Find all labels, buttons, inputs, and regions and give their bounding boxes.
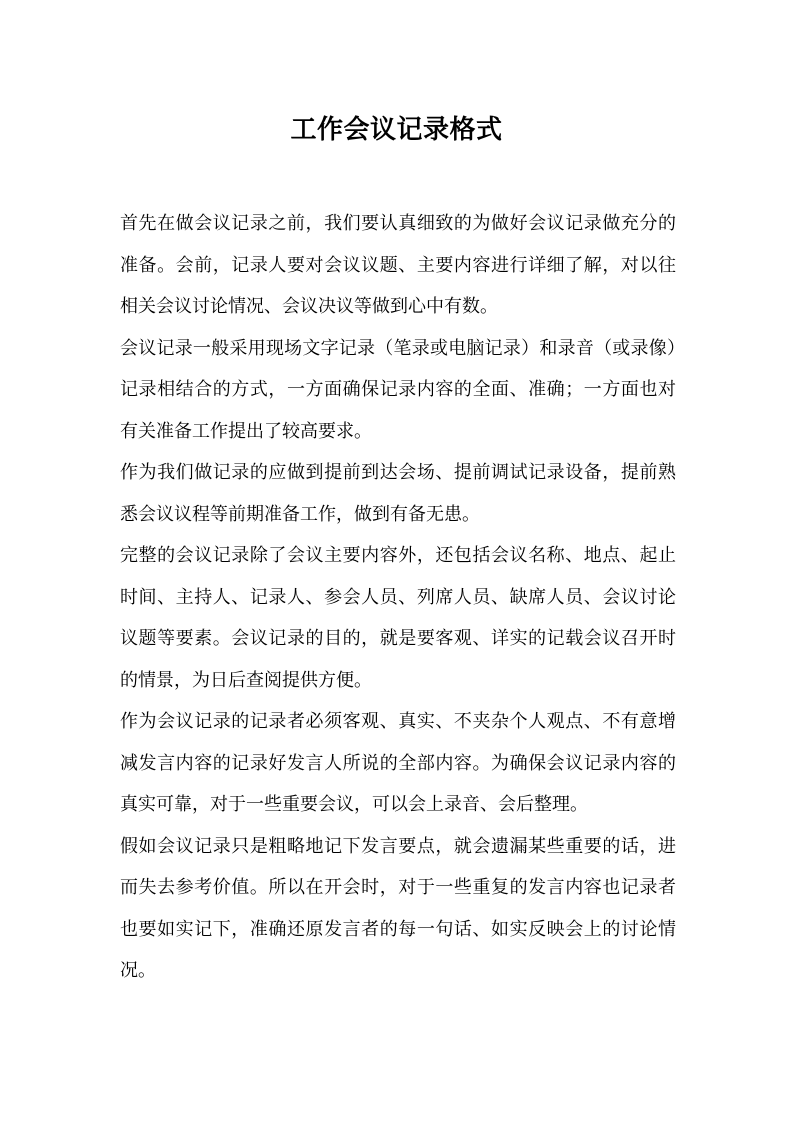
paragraph: 完整的会议记录除了会议主要内容外，还包括会议名称、地点、起止时间、主持人、记录人、参会人员、列席人员、缺席人员、会议讨论议题等要素。会议记录的目的，就是要客观、详实的记载会议召开时的情景，为日后查阅提供方便。: [120, 545, 676, 691]
document-title: 工作会议记录格式: [290, 115, 503, 145]
paragraph: 作为我们做记录的应做到提前到达会场、提前调试记录设备，提前熟悉会议议程等前期准备工作，做到有备无患。: [120, 462, 676, 525]
paragraph: 作为会议记录的记录者必须客观、真实、不夹杂个人观点、不有意增减发言内容的记录好发言人所说的全部内容。为确保会议记录内容的真实可靠，对于一些重要会议，可以会上录音、会后整理。: [120, 711, 676, 815]
paragraph: 假如会议记录只是粗略地记下发言要点，就会遗漏某些重要的话，进而失去参考价值。所以在开会时，对于一些重复的发言内容也记录者也要如实记下，准确还原发言者的每一句话、如实反映会上的讨论情况。: [120, 835, 676, 981]
paragraph: 会议记录一般采用现场文字记录（笔录或电脑记录）和录音（或录像）记录相结合的方式，一方面确保记录内容的全面、准确；一方面也对有关准备工作提出了较高要求。: [120, 337, 676, 442]
document-body: [120, 203, 676, 992]
paragraph: 首先在做会议记录之前，我们要认真细致的为做好会议记录做充分的准备。会前，记录人要对会议议题、主要内容进行详细了解，对以往相关会议讨论情况、会议决议等做到心中有数。: [120, 213, 676, 317]
